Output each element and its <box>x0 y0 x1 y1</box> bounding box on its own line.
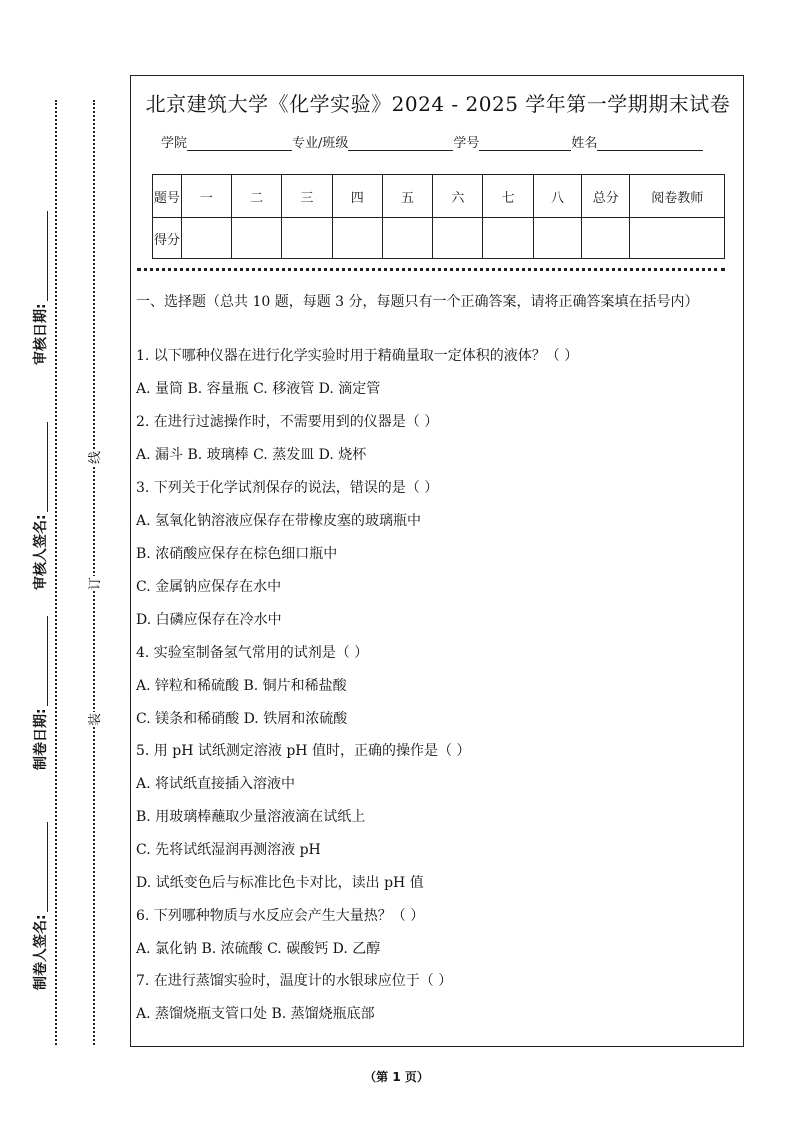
score-table <box>152 174 725 259</box>
question-4-options-ab: A. 锌粒和稀硫酸 B. 铜片和稀盐酸 <box>136 678 347 694</box>
binding-margin <box>0 0 128 1122</box>
score-col-4: 四 <box>332 175 382 218</box>
score-col-1: 一 <box>181 175 231 218</box>
score-cell[interactable] <box>483 218 533 259</box>
question-2: 2. 在进行过滤操作时，不需要用到的仪器是（ ） <box>136 414 439 430</box>
question-6-options: A. 氯化钠 B. 浓硫酸 C. 碳酸钙 D. 乙醇 <box>136 941 381 957</box>
student-id-field[interactable] <box>479 136 571 151</box>
section-heading: 一、选择题（总共 10 题，每题 3 分，每题只有一个正确答案，请将正确答案填在括号内） <box>136 294 699 310</box>
question-3-option-c: C. 金属钠应保存在水中 <box>136 579 282 595</box>
cut-mark-xian: 线 <box>84 450 103 465</box>
question-5-option-a: A. 将试纸直接插入溶液中 <box>136 776 296 792</box>
question-3-option-a: A. 氢氧化钠溶液应保存在带橡皮塞的玻璃瓶中 <box>136 513 422 529</box>
cut-mark-zhuang: 装 <box>84 712 103 727</box>
college-label: 学院 <box>161 136 188 151</box>
score-col-6: 六 <box>433 175 483 218</box>
paper-date-label: 制卷日期: <box>30 616 50 770</box>
college-field[interactable] <box>187 136 292 151</box>
score-cell[interactable] <box>282 218 332 259</box>
question-6: 6. 下列哪种物质与水反应会产生大量热？（ ） <box>136 908 425 924</box>
student-id-label: 学号 <box>453 136 480 151</box>
score-col-total: 总分 <box>582 175 630 218</box>
question-5-option-c: C. 先将试纸湿润再测溶液 pH <box>136 842 321 858</box>
question-number-label: 题号 <box>153 175 182 218</box>
question-7: 7. 在进行蒸馏实验时，温度计的水银球应位于（ ） <box>136 973 453 989</box>
student-info-row <box>161 132 703 151</box>
question-5-option-d: D. 试纸变色后与标准比色卡对比，读出 pH 值 <box>136 875 424 891</box>
question-7-options: A. 蒸馏烧瓶支管口处 B. 蒸馏烧瓶底部 <box>136 1006 375 1022</box>
question-4-options-cd: C. 镁条和稀硝酸 D. 铁屑和浓硫酸 <box>136 711 348 727</box>
score-col-2: 二 <box>232 175 282 218</box>
score-cell[interactable] <box>533 218 581 259</box>
score-col-grader: 阅卷教师 <box>630 175 725 218</box>
score-col-3: 三 <box>282 175 332 218</box>
reviewer-signature-label: 审核人签名: <box>30 422 50 590</box>
score-cell[interactable] <box>181 218 231 259</box>
question-1: 1. 以下哪种仪器在进行化学实验时用于精确量取一定体积的液体？（ ） <box>136 348 579 364</box>
name-label: 姓名 <box>571 136 598 151</box>
score-cell[interactable] <box>232 218 282 259</box>
major-class-label: 专业/班级 <box>292 136 349 151</box>
review-date-label: 审核日期: <box>30 211 50 365</box>
question-2-options: A. 漏斗 B. 玻璃棒 C. 蒸发皿 D. 烧杯 <box>136 447 367 463</box>
score-cell[interactable] <box>332 218 382 259</box>
score-cell[interactable] <box>582 218 630 259</box>
question-1-options: A. 量筒 B. 容量瓶 C. 移液管 D. 滴定管 <box>136 381 381 397</box>
score-col-7: 七 <box>483 175 533 218</box>
exam-title: 北京建筑大学《化学实验》2024 - 2025 学年第一学期期末试卷 <box>145 92 731 116</box>
question-5: 5. 用 pH 试纸测定溶液 pH 值时，正确的操作是（ ） <box>136 743 471 759</box>
score-row-label: 得分 <box>153 218 182 259</box>
cut-mark-ding: 订 <box>84 576 103 591</box>
major-class-field[interactable] <box>348 136 453 151</box>
score-col-5: 五 <box>382 175 432 218</box>
question-3-option-b: B. 浓硝酸应保存在棕色细口瓶中 <box>136 546 338 562</box>
score-col-8: 八 <box>533 175 581 218</box>
paper-maker-signature-label: 制卷人签名: <box>30 822 50 990</box>
question-3-option-d: D. 白磷应保存在冷水中 <box>136 612 282 628</box>
score-table-score-row <box>153 218 725 259</box>
page-number: （第 1 页） <box>364 1070 429 1084</box>
binding-dotted-line-inner <box>93 100 95 1045</box>
name-field[interactable] <box>597 136 703 151</box>
score-cell[interactable] <box>630 218 725 259</box>
score-cell[interactable] <box>433 218 483 259</box>
question-5-option-b: B. 用玻璃棒蘸取少量溶液滴在试纸上 <box>136 809 366 825</box>
section-separator <box>137 268 725 271</box>
question-4: 4. 实验室制备氢气常用的试剂是（ ） <box>136 645 369 661</box>
binding-dotted-line-outer <box>55 100 57 1045</box>
score-table-header-row <box>153 175 725 218</box>
question-3: 3. 下列关于化学试剂保存的说法，错误的是（ ） <box>136 480 439 496</box>
score-cell[interactable] <box>382 218 432 259</box>
exam-paper <box>130 75 744 1047</box>
